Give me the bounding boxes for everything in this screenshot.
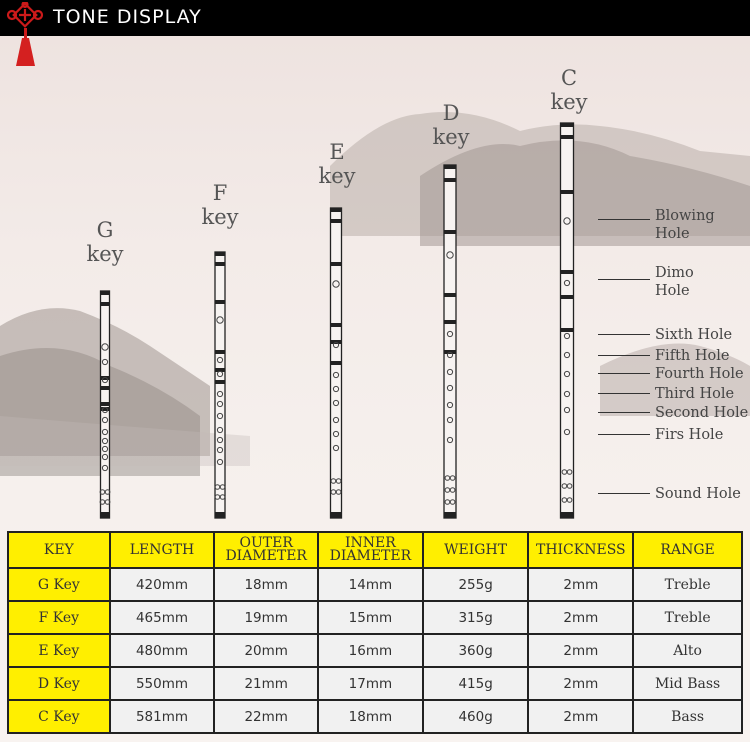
table-row [8,700,742,733]
flute-band [331,219,342,223]
flute-band [331,361,342,365]
row-length: 550mm [110,667,215,700]
row-range: Bass [633,700,742,733]
row-thickness: 2mm [528,667,633,700]
header-length: LENGTH [110,532,215,568]
row-outer-diameter: 22mm [214,700,318,733]
flute-body [444,165,456,518]
flute-band [444,293,456,297]
flute-band [444,178,456,182]
flute-band [331,208,342,212]
row-length: 420mm [110,568,215,601]
header-range: RANGE [633,532,742,568]
header-weight: WEIGHT [423,532,529,568]
flute-end-cap [215,512,225,518]
blowing-hole-label: Blowing Hole [655,208,715,242]
d-key-letter: D [442,101,460,125]
flute-end-cap [561,512,574,518]
row-length: 465mm [110,601,215,634]
dimo-hole-label: Dimo Hole [655,265,694,299]
flute-band [561,190,574,194]
third-hole-leader [598,393,650,394]
fifth-hole-label: Fifth Hole [655,348,730,364]
row-weight: 415g [423,667,529,700]
flute-band [101,291,110,295]
row-range: Alto [633,634,742,667]
flute-body [215,252,225,518]
second-hole-leader [598,412,650,413]
g-key-word: key [86,242,124,266]
d-key-word: key [432,125,470,149]
flute-end-cap [444,512,456,518]
row-inner-diameter: 14mm [318,568,423,601]
row-weight: 460g [423,700,529,733]
flute-band [444,230,456,234]
flute-band [561,328,574,332]
flute-band [561,135,574,139]
row-key: C Key [8,700,110,733]
flute-band [215,262,225,266]
flute-band [444,320,456,324]
blowing-hole-leader [598,219,650,220]
e-key-word: key [318,164,356,188]
second-hole-label: Second Hole [655,405,749,421]
spec-table [7,531,743,734]
c-key-flute [561,123,574,518]
row-thickness: 2mm [528,700,633,733]
sound-hole-leader [598,493,650,494]
row-inner-diameter: 15mm [318,601,423,634]
row-outer-diameter: 19mm [214,601,318,634]
fifth-hole-leader [598,355,650,356]
c-key-letter: C [560,66,578,90]
table-row [8,667,742,700]
row-range: Treble [633,568,742,601]
flute-band [101,302,110,306]
table-row [8,634,742,667]
row-length: 581mm [110,700,215,733]
fourth-hole-label: Fourth Hole [655,366,744,382]
d-key-flute [444,165,456,518]
row-key: E Key [8,634,110,667]
header-outer-diameter: OUTER DIAMETER [214,532,318,568]
sixth-hole-leader [598,334,650,335]
c-key-word: key [550,90,588,114]
header-thickness: THICKNESS [528,532,633,568]
e-key-flute [331,208,342,518]
header-key: KEY [8,532,110,568]
row-thickness: 2mm [528,568,633,601]
flute-band [101,376,110,380]
row-outer-diameter: 18mm [214,568,318,601]
flute-band [101,402,110,406]
third-hole-label: Third Hole [655,386,735,402]
flute-band [215,350,225,354]
row-range: Mid Bass [633,667,742,700]
f-key-letter: F [212,181,228,205]
table-row [8,568,742,601]
row-inner-diameter: 16mm [318,634,423,667]
dimo-hole-leader [598,279,650,280]
g-key-flute [100,291,110,518]
first-hole-leader [598,434,650,435]
sound-hole-label: Sound Hole [655,486,741,502]
row-thickness: 2mm [528,601,633,634]
row-length: 480mm [110,634,215,667]
fourth-hole-leader [598,373,650,374]
flute-band [561,123,574,127]
flute-end-cap [331,512,342,518]
flute-band [331,262,342,266]
row-weight: 315g [423,601,529,634]
header-inner-diameter: INNER DIAMETER [318,532,423,568]
row-weight: 360g [423,634,529,667]
flute-band [101,386,110,390]
flute-band [215,380,225,384]
header-title: TONE DISPLAY [53,6,202,28]
flute-band [215,252,225,256]
f-key-flute [215,252,225,518]
flute-body [561,123,574,518]
row-outer-diameter: 21mm [214,667,318,700]
row-thickness: 2mm [528,634,633,667]
table-header-row [8,532,742,568]
flute-band [331,323,342,327]
flute-band [444,165,456,169]
sixth-hole-label: Sixth Hole [655,327,733,343]
f-key-word: key [201,205,239,229]
row-range: Treble [633,601,742,634]
row-inner-diameter: 17mm [318,667,423,700]
flute-end-cap [101,512,110,518]
row-key: G Key [8,568,110,601]
first-hole-label: Firs Hole [655,427,724,443]
table-row [8,601,742,634]
flute-band [561,295,574,299]
e-key-letter: E [329,140,345,164]
row-key: F Key [8,601,110,634]
row-key: D Key [8,667,110,700]
g-key-letter: G [96,218,114,242]
flute-band [561,270,574,274]
row-weight: 255g [423,568,529,601]
row-inner-diameter: 18mm [318,700,423,733]
row-outer-diameter: 20mm [214,634,318,667]
flute-band [215,300,225,304]
